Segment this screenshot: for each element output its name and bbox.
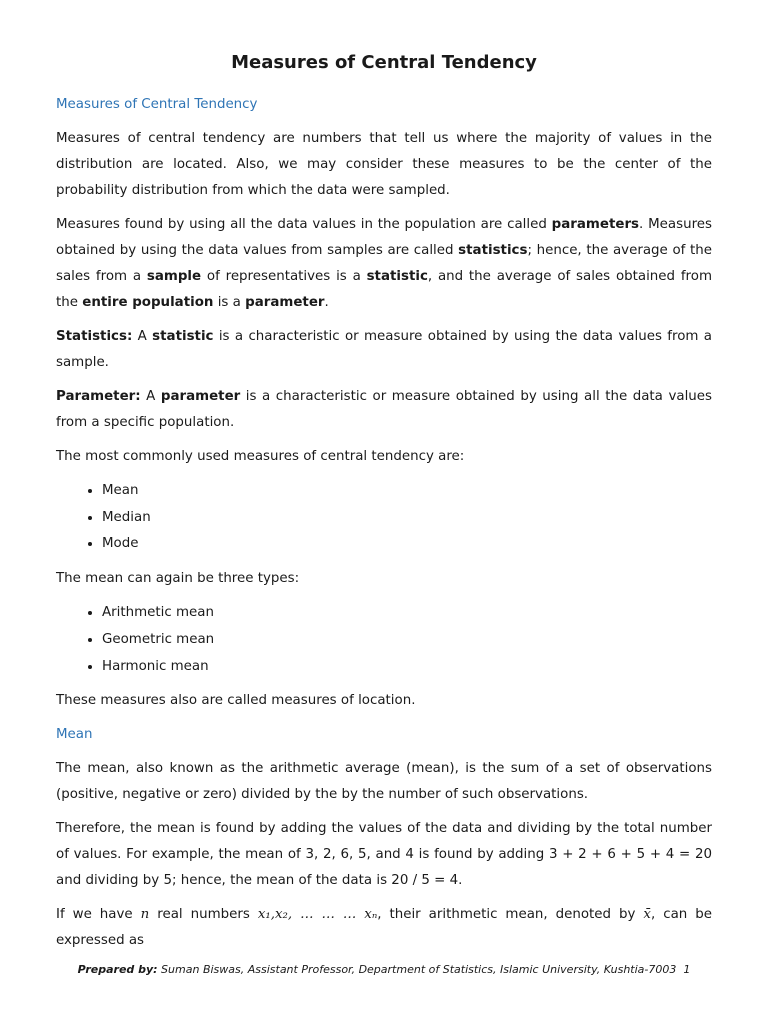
paragraph-definition: Measures of central tendency are numbers that tell us where the majority of values in the distribution are located. Also, we may consider these measures to be the center of the probability distribution from which the data were sampled.: [56, 131, 712, 198]
term-parameter-def: parameter: [160, 389, 241, 404]
list-item: • Harmonic mean: [102, 654, 712, 681]
page-footer: [0, 963, 768, 976]
page-title: Measures of Central Tendency: [231, 52, 537, 73]
paragraph-parameter-definition: Parameter: A parameter is a characteristic or measure obtained by using all the data values from a specific population.: [56, 389, 712, 430]
term-parameters: parameters: [551, 217, 640, 232]
label-statistics: Statistics:: [56, 329, 133, 344]
term-sample: sample: [146, 269, 202, 284]
math-x-sequence: x₁,x₂, … … … xₙ: [257, 907, 378, 923]
section-heading-central-tendency: Measures of Central Tendency: [56, 97, 258, 112]
paragraph-statistics-definition: Statistics: A statistic is a characteristic or measure obtained by using the data values from a sample.: [56, 329, 712, 370]
paragraph-mean-types: The mean can again be three types:: [56, 571, 300, 587]
paragraph-arithmetic-mean: If we have n real numbers x₁,x₂, … … … xₙ, their arithmetic mean, denoted by x̄, can be expressed as: [56, 907, 712, 949]
math-n: n: [140, 907, 150, 923]
term-parameter: parameter: [245, 295, 325, 310]
list-item: • Median: [102, 505, 712, 532]
term-statistic-def: statistic: [152, 329, 214, 344]
list-item: • Geometric mean: [102, 627, 712, 654]
section-heading-mean: Mean: [56, 727, 93, 743]
paragraph-parameters-statistics: Measures found by using all the data values in the population are called parameters. Measures obtained by using the data values from samples are called statistics; hence, the average of the sales from a sample of representatives is a statistic, and the average of sales obtained from the entire population is a parameter.: [56, 217, 712, 310]
paragraph-mean-definition: The mean, also known as the arithmetic average (mean), is the sum of a set of observations (positive, negative or zero) divided by the by the number of such observations.: [56, 761, 712, 803]
paragraph-mean-example: Therefore, the mean is found by adding the values of the data and dividing by the total number of values. For example, the mean of 3, 2, 6, 5, and 4 is found by adding 3 + 2 + 6 + 5 + 4 = 20 and dividing by 5; hence, the mean of the data is 20 / 5 = 4.: [56, 821, 712, 889]
term-statistics: statistics: [458, 243, 528, 258]
term-entire-population: entire population: [82, 295, 214, 310]
footer-author: Suman Biswas, Assistant Professor, Department of Statistics, Islamic University, Kushtia-7003: [157, 963, 677, 976]
measures-list: [56, 478, 712, 558]
page-number: 1: [683, 963, 691, 976]
paragraph-location: These measures also are called measures of location.: [56, 693, 416, 709]
paragraph-common-measures: The most commonly used measures of central tendency are:: [56, 449, 465, 464]
term-statistic: statistic: [366, 269, 428, 284]
mean-types-list: [56, 600, 712, 680]
list-item: • Mode: [102, 531, 712, 558]
math-x-bar: x̄: [643, 907, 651, 923]
label-parameter: Parameter:: [56, 389, 141, 404]
list-item: • Mean: [102, 478, 712, 505]
footer-label: Prepared by:: [77, 963, 158, 976]
list-item: • Arithmetic mean: [102, 600, 712, 627]
document-body: [56, 92, 712, 962]
